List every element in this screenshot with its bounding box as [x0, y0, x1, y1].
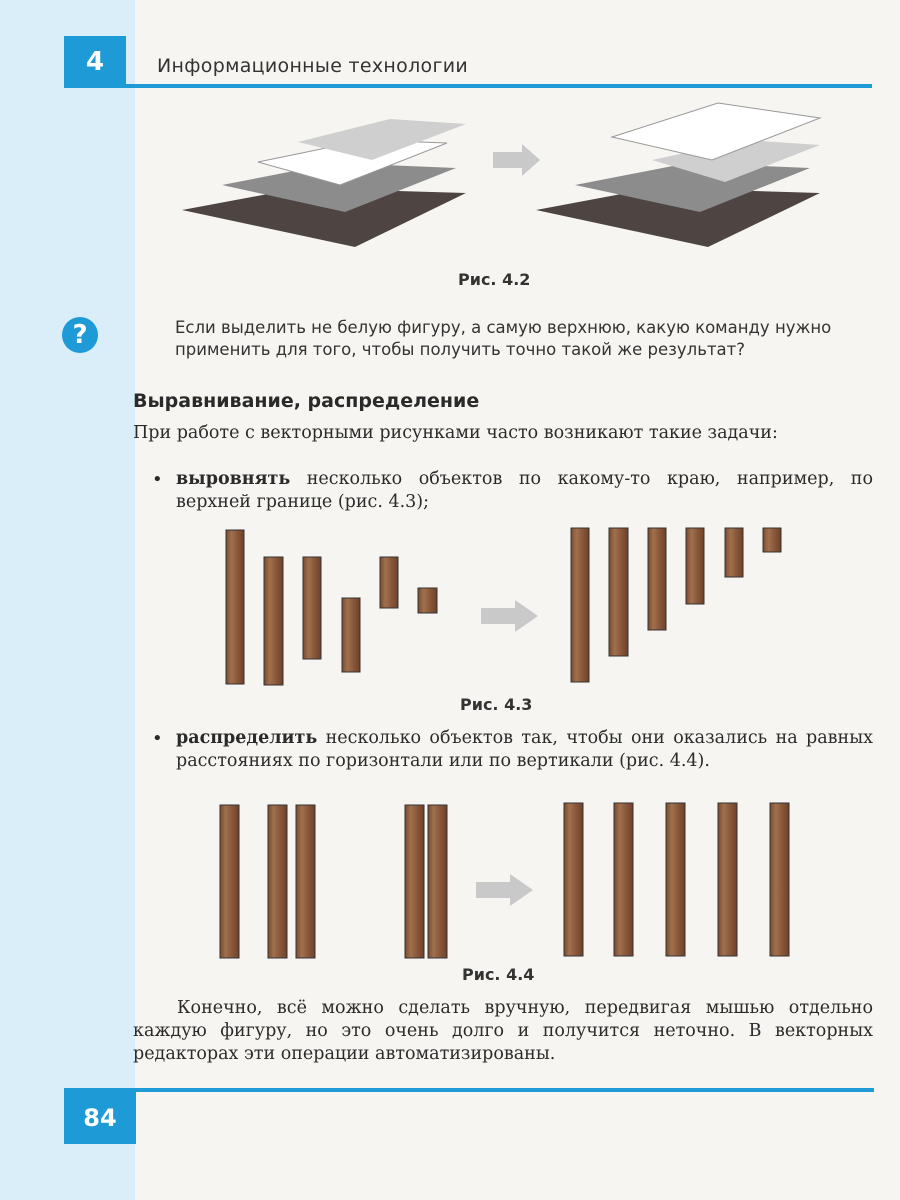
- term-align: выровнять: [176, 469, 291, 489]
- arrow-right-icon: [476, 874, 533, 906]
- intro-paragraph: При работе с векторными рисунками часто возникают такие задачи:: [133, 423, 778, 443]
- bar: [296, 805, 315, 958]
- bar: [428, 805, 447, 958]
- chapter-number: 4: [64, 36, 126, 88]
- bullet-align: [176, 468, 873, 514]
- page-number: 84: [64, 1092, 136, 1144]
- section-heading: Выравнивание, распределение: [133, 390, 480, 412]
- figure-4-3: [226, 528, 781, 685]
- bar: [648, 528, 666, 630]
- bar: [666, 803, 685, 956]
- bar: [564, 803, 583, 956]
- term-distribute: распределить: [176, 728, 318, 748]
- figure-caption-4-3: Рис. 4.3: [460, 695, 533, 714]
- bar: [609, 528, 628, 656]
- bar: [686, 528, 704, 604]
- bar: [770, 803, 789, 956]
- figure-caption-4-2: Рис. 4.2: [458, 270, 531, 289]
- figure-4-4: [220, 803, 789, 958]
- bar: [303, 557, 321, 659]
- bar: [763, 528, 781, 552]
- arrow-right-icon: [481, 600, 538, 632]
- closing-paragraph: Конечно, всё можно сделать вручную, передвигая мышью отдельно каждую фигуру, но это очень долго и получится неточно. В векторных редакторах эти операции автоматизированы.: [133, 998, 873, 1064]
- figure-caption-4-4: Рис. 4.4: [462, 965, 535, 984]
- question-text: Если выделить не белую фигуру, а самую верхнюю, какую команду нужно применить для того, чтобы получить точно такой же результат?: [175, 318, 832, 359]
- bullet-distribute: [176, 727, 873, 773]
- chapter-title: Информационные технологии: [157, 55, 469, 77]
- bar: [725, 528, 743, 577]
- bar: [571, 528, 589, 682]
- bar: [418, 588, 437, 613]
- footer-divider: [64, 1088, 874, 1092]
- bar: [268, 805, 287, 958]
- bar: [718, 803, 737, 956]
- bullet-dot: •: [152, 728, 163, 749]
- bar: [226, 530, 244, 684]
- bar: [380, 557, 398, 608]
- bar: [614, 803, 633, 956]
- bullet-align-text: несколько объектов по какому-то краю, например, по верхней границе (рис. 4.3);: [176, 469, 873, 512]
- bullet-dot: •: [152, 469, 163, 490]
- bar: [405, 805, 424, 958]
- bar: [220, 805, 239, 958]
- arrow-right-icon: [493, 144, 540, 176]
- question-mark-icon: ?: [62, 317, 98, 353]
- bar: [342, 598, 360, 672]
- bar: [264, 557, 283, 685]
- bullet-distribute-text: несколько объектов так, чтобы они оказались на равных расстояниях по горизонтали или по вертикали (рис. 4.4).: [176, 728, 873, 771]
